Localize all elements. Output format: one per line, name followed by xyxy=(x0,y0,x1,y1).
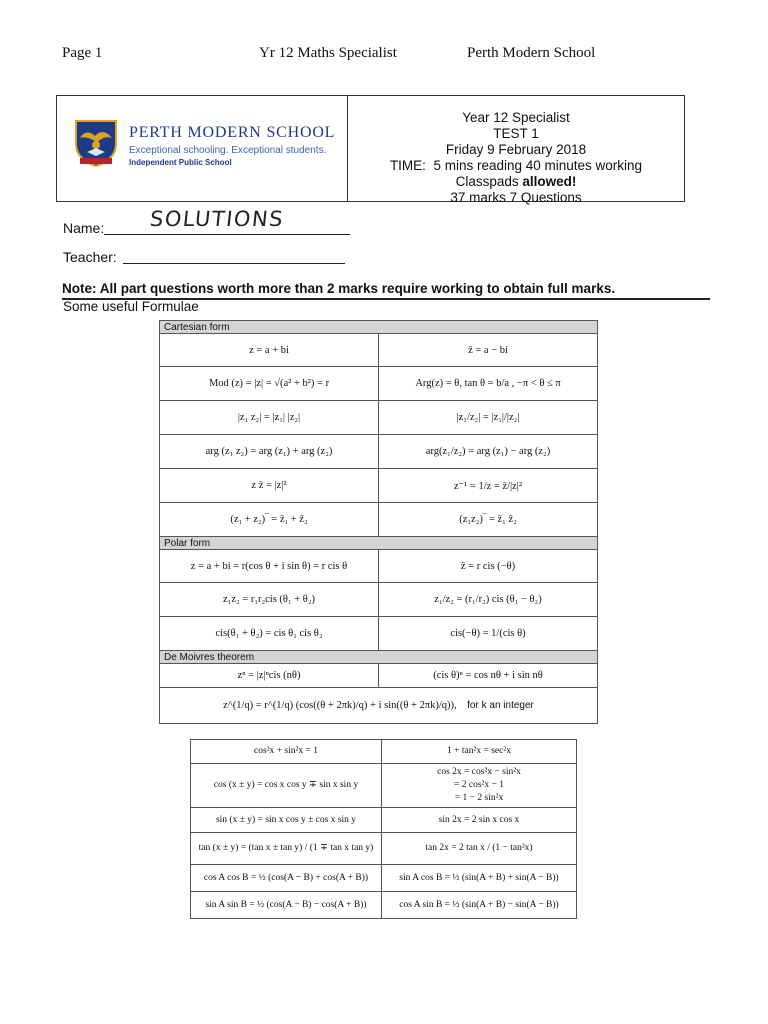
classpads-label: Classpads xyxy=(455,174,519,189)
roots-formula-cell xyxy=(160,688,598,724)
formula-cell: z⁻¹ = 1/z = z̄/|z|² xyxy=(379,469,598,503)
formulae-heading: Some useful Formulae xyxy=(63,299,199,314)
formula-cell: arg(z₁/z₂) = arg (z₁) − arg (z₂) xyxy=(379,435,598,469)
trig-cell: cos²x + sin²x = 1 xyxy=(191,740,382,764)
teacher-line[interactable] xyxy=(123,263,345,264)
test-time-label: TIME: xyxy=(389,158,426,173)
trig-cell-line: cos 2x = cos²x − sin²x xyxy=(437,767,521,777)
logo-school-name: PERTH MODERN SCHOOL xyxy=(129,124,336,141)
test-date: Friday 9 February 2018 xyxy=(445,142,587,157)
formula-cell: Mod (z) = |z| = √(a² + b²) = r xyxy=(160,367,379,401)
page-number: Page 1 xyxy=(62,45,103,61)
test-marks: 37 marks 7 Questions xyxy=(450,190,582,205)
formula-cell: |z₁ z₂| = |z₁| |z₂| xyxy=(160,401,379,435)
test-title-box xyxy=(56,95,685,205)
trig-cell: cos A cos B = ½ (cos(A − B) + cos(A + B)) xyxy=(191,865,382,892)
polar-section-title: Polar form xyxy=(160,537,598,550)
instructions-note: Note: All part questions worth more than 2 marks require working to obtain full marks. xyxy=(62,281,616,296)
logo-tagline: Exceptional schooling. Exceptional students. xyxy=(129,145,327,156)
trig-cell-line: = 1 − 2 sin²x xyxy=(454,793,504,803)
course-name: Yr 12 Maths Specialist xyxy=(259,45,397,61)
formula-cell: z z̄ = |z|² xyxy=(160,469,379,503)
trig-cell: 1 + tan²x = sec²x xyxy=(382,740,577,764)
formula-cell: z̄ = a − bi xyxy=(379,334,598,367)
formulae-table xyxy=(159,320,598,724)
trig-cell: tan (x ± y) = (tan x ± tan y) / (1 ∓ tan x tan y) xyxy=(191,833,382,865)
formula-cell: Arg(z) = θ, tan θ = b/a , −π < θ ≤ π xyxy=(379,367,598,401)
formula-cell: z̄ = r cis (−θ) xyxy=(379,550,598,583)
formula-cell: (cis θ)ⁿ = cos nθ + i sin nθ xyxy=(379,664,598,688)
formula-cell: cis(−θ) = 1/(cis θ) xyxy=(379,617,598,651)
trig-cell: sin 2x = 2 sin x cos x xyxy=(382,808,577,833)
formula-cell: zⁿ = |z|ⁿcis (nθ) xyxy=(160,664,379,688)
test-number: TEST 1 xyxy=(493,126,539,141)
formula-cell: (z₁ + z₂)‾ = z̄₁ + z̄₂ xyxy=(160,503,379,537)
school-crest-icon xyxy=(71,118,121,168)
test-info xyxy=(348,110,684,206)
test-classpads xyxy=(348,174,684,190)
trig-cell: tan 2x = 2 tan x / (1 − tan²x) xyxy=(382,833,577,865)
name-label: Name: xyxy=(63,220,105,236)
header-school-name: Perth Modern School xyxy=(467,45,596,61)
roots-formula: z^(1/q) = r^(1/q) (cos((θ + 2πk)/q) + i sin((θ + 2πk)/q)), xyxy=(223,700,457,711)
trig-cell-multiline xyxy=(382,764,577,808)
trig-cell: cos (x ± y) = cos x cos y ∓ sin x sin y xyxy=(191,764,382,808)
formula-cell: z = a + bi = r(cos θ + i sin θ) = r cis θ xyxy=(160,550,379,583)
trig-identities-table xyxy=(190,739,577,919)
logo-school-type: Independent Public School xyxy=(129,158,232,167)
roots-note: for k an integer xyxy=(467,700,534,711)
formula-cell: z = a + bi xyxy=(160,334,379,367)
trig-cell: sin (x ± y) = sin x cos y ± cos x sin y xyxy=(191,808,382,833)
formula-cell: (z₁z₂)‾ = z̄₁ z̄₂ xyxy=(379,503,598,537)
trig-cell: sin A sin B = ½ (cos(A − B) − cos(A + B)) xyxy=(191,892,382,919)
classpads-allowed: allowed! xyxy=(522,174,577,189)
trig-cell: sin A cos B = ½ (sin(A + B) + sin(A − B)) xyxy=(382,865,577,892)
formula-cell: |z₁/z₂| = |z₁|/|z₂| xyxy=(379,401,598,435)
formula-cell: z₁/z₂ = (r₁/r₂) cis (θ₁ − θ₂) xyxy=(379,583,598,617)
test-level: Year 12 Specialist xyxy=(462,110,570,125)
test-time-value: 5 mins reading 40 minutes working xyxy=(433,158,643,173)
teacher-label: Teacher: xyxy=(63,249,117,265)
formula-cell: cis(θ₁ + θ₂) = cis θ₁ cis θ₂ xyxy=(160,617,379,651)
formula-cell: arg (z₁ z₂) = arg (z₁) + arg (z₂) xyxy=(160,435,379,469)
demoivre-section-title: De Moivres theorem xyxy=(160,651,598,664)
name-line[interactable] xyxy=(104,234,350,235)
test-time xyxy=(348,158,684,174)
trig-cell-line: = 2 cos²x − 1 xyxy=(454,780,504,790)
cartesian-section-title: Cartesian form xyxy=(160,321,598,334)
trig-cell: cos A sin B = ½ (sin(A + B) − sin(A − B)) xyxy=(382,892,577,919)
formula-cell: z₁z₂ = r₁r₂cis (θ₁ + θ₂) xyxy=(160,583,379,617)
name-handwritten: SOLUTIONS xyxy=(148,207,286,231)
school-logo xyxy=(71,118,341,178)
